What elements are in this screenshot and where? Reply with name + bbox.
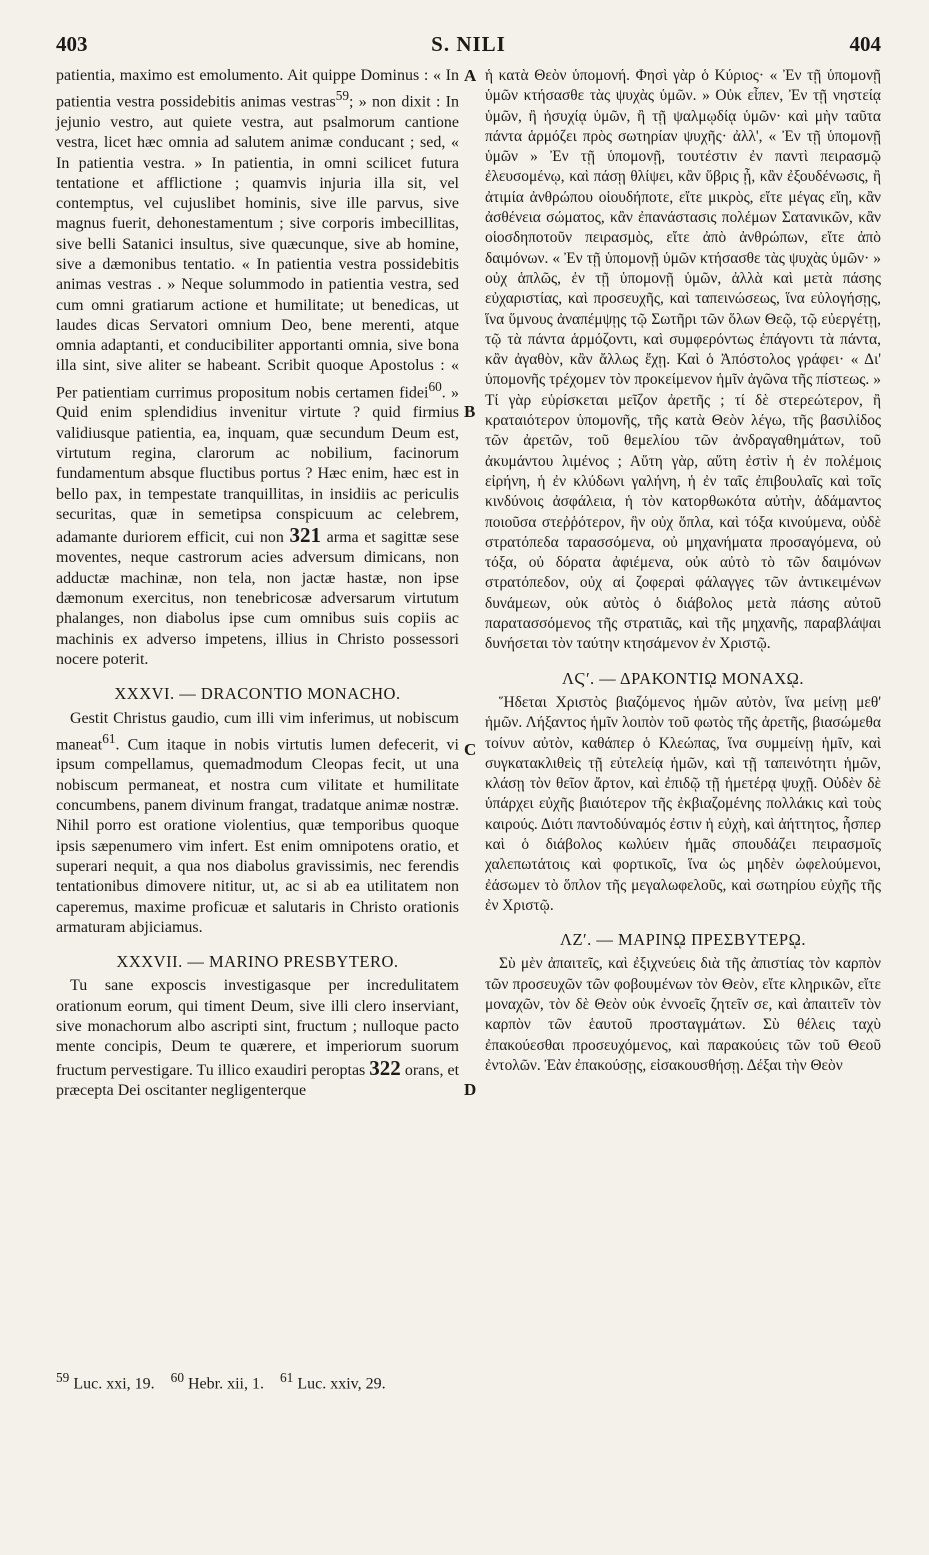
greek-paragraph-2: Ἥδεται Χριστὸς βιαζόμενος ἡμῶν αὐτὸν, ἵνα μείνῃ μεθ' ἡμῶν. Λήξαντος ἡμῖν λοιπὸν τοῦ φωτὸς τῆς ἀρετῆς, βιασώμεθα τοίνυν αὐτὸν, καθάπερ ὁ Κλεώπας, ἵνα συμμείνῃ ἡμῖν, καὶ συγκατακλιθεὶς τῇ εὐτελείᾳ ἡμῶν, καὶ τῇ ταπεινότητι ἡμῶν, κλάσῃ τὸν θεῖον ἄρτον, καὶ ἐπιδῷ τῇ ἡμετέρᾳ ψυχῇ. Οὐδὲν δὲ ὑπάρχει εὐχῆς βιαιότερον τῆς ἐκβιαζομένης πολλάκις καὶ τοὺς καιρούς. Διότι παντοδύναμός ἐστιν ἡ εὐχὴ, καὶ ἀήττητος, ἧσπερ καὶ ὁ διάβολος κωλύειν ἡμᾶς σπουδάζει πειρασμοῖς χαλεπωτάτοις καὶ φορτικοῖς, ἵνα ὡς μηδὲν ὠφελούμενοι, ἐάσωμεν τὸ ὅπλον τῆς μεγαλωφελοῦς, καὶ σωτηρίου εὐχῆς τῆς ἐν Χριστῷ. <box>485 693 881 914</box>
page-title: S. NILI <box>431 32 506 56</box>
margin-mark-d: D <box>464 1080 477 1099</box>
latin-text: arma et sagittæ sese moventes, neque castrorum acies adversum dimicans, non adductæ machinæ, non tela, non jactæ hastæ, non ipse dæmonum exercitus, non tenebricosæ adversarum virtutum phalanges, non diabolus ipse cum omnibus suis copiis ac machinis ex adverso impetens, illius in Christo possessori nocere poterit. <box>56 529 460 668</box>
margin-mark-c: C <box>464 740 477 759</box>
section-title-greek-36: ΛϚʹ. — ΔΡΑΚΟΝΤΙῼ ΜΟΝΑΧῼ. <box>561 668 805 688</box>
section-title-greek-37: ΛΖʹ. — ΜΑΡΙΝῼ ΠΡΕΣΒΥΤΕΡῼ. <box>559 930 806 950</box>
column-number: 322 <box>369 1055 401 1080</box>
latin-paragraph-3 <box>56 976 459 1101</box>
page-number-right: 404 <box>849 32 881 56</box>
latin-paragraph-1 <box>56 66 459 670</box>
footnotes <box>56 1370 836 1393</box>
footnote-ref: 59 <box>335 88 350 104</box>
latin-text: . » Quid enim splendidius invenitur virtute ? quid firmius validiusque patientia, ea, inquam, quæ secundum Deum est, virtutum regina, clarorum ac nobilium, facinorum fundamentum absque fluctibus portus ? Hæc enim, hæc est in bello pax, in tempestate tranquillitas, in insidiis ac periculis securitas, quæ in semetipsa conspicuum ac celebrem, adamante duriorem efficit, cui non <box>56 384 459 547</box>
footnote-text: Hebr. xii, 1. <box>187 1375 264 1393</box>
page-number-left: 403 <box>56 32 88 56</box>
latin-paragraph-2 <box>56 709 459 939</box>
footnote-ref: 61 <box>102 730 116 746</box>
footnote-number: 59 <box>56 1370 70 1385</box>
section-title-latin-36: XXXVI. — DRACONTIO MONACHO. <box>114 684 401 704</box>
footnote-ref: 60 <box>428 378 442 394</box>
latin-text: orans, et præcepta Dei oscitanter negligenterque <box>56 1061 460 1099</box>
latin-text: Tu sane exposcis investigasque per incredulitatem orationum eorum, qui timent Deum, sive illi clero inserviant, sive monachorum albo ascripti sint, fructum ; nulloque pacto mente concipis, Deum te quærere, et imperiorum suorum fructum pervestigare. Tu illico exaudiri peroptas <box>56 977 459 1079</box>
section-title-latin-37: XXXVII. — MARINO PRESBYTERO. <box>116 952 399 972</box>
margin-mark-a: A <box>464 66 477 85</box>
latin-text: ; » non dixit : In jejunio vestro, aut quiete vestra, aut psalmorum cantione vestra, licet hæc omnia ad salutem animæ conducant ; sed, « In patientia vestra. » In patientia, in omni scilicet futura tentatione et afflictione ; quamvis injuria illa sit, vel contemptus, vel cujuslibet hominis, sive ille parvus, sive magnus fuerit, dehonestamentum ; sive corporis imbecillitas, sive belli Satanici insultus, sive quæcunque, sive ab homine, sive a dæmonibus tentatio. « In patientia vestra possidebitis animas vestras . » Neque solummodo in patientia vestra, sed cum omni gratiarum actione et humilitate; ut benedicas, ut laudes dicas Servatori omnium Deo, bene merenti, atque omnia adaptanti, et conducibiliter apportanti omnia, sive bona illa sint, sive aliter se habeant. Scribit quoque Apostolus : « Per patientiam currimus propositum nobis certamen fidei <box>56 93 459 402</box>
footnote-number: 61 <box>279 1370 294 1385</box>
page-header <box>56 30 881 60</box>
latin-column <box>56 66 459 1101</box>
footnote-text: Luc. xxiv, 29. <box>297 1375 386 1393</box>
margin-mark-b: B <box>464 402 476 421</box>
footnote-number: 60 <box>170 1370 184 1385</box>
latin-text: Gestit Christus gaudio, cum illi vim inferimus, ut nobiscum maneat <box>56 709 459 754</box>
greek-column <box>485 66 881 1076</box>
latin-text: . Cum itaque in nobis virtutis lumen defecerit, vi ipsum compellamus, quemadmodum Cleopas fecit, ut una nobiscum permaneat, et nostra cum vilitate et humilitate concumbens, panem divinum frangat, tradatque animæ nostræ. Nihil porro est oratione violentius, quæ temporibus quoque ipsis sæpenumero vim infert. Est enim omnipotens oratio, et superari nequit, a qua nos diabolus gravissimis, nec ferendis tentationibus dimovere nititur, ut, ac si ab ea utilitatem non caperemus, maxime proficuæ et salutaris in Christo orationis armaturam abjiciamus. <box>56 736 459 936</box>
greek-paragraph-1: ἡ κατὰ Θεὸν ὑπομονή. Φησὶ γὰρ ὁ Κύριος· « Ἐν τῇ ὑπομονῇ ὑμῶν κτήσασθε τὰς ψυχὰς ὑμῶν. » Οὐκ εἶπεν, Ἐν τῇ νηστείᾳ ὑμῶν, ἢ ἡσυχίᾳ ὑμῶν, ἢ τῇ ψαλμῳδίᾳ ὑμῶν· καὶ μὴν ταῦτα πάντα ἁρμόζει πρὸς σωτηρίαν ψυχῆς· ἀλλ', « Ἐν τῇ ὑπομονῇ ὑμῶν » Ἐν τῇ ὑπομονῇ, τουτέστιν ἐν παντὶ πειρασμῷ ἐλευσομένῳ, καὶ πάσῃ θλίψει, κἂν ὕβρις ᾖ, κἂν ἐξουδένωσις, ἢ ἀτιμία ἀνθρώπου οἱουδήποτε, εἴτε μικρὸς, εἴτε μέγας εἴη, κἂν ἀσθένεια σώματος, κἂν ἐπανάστασις πολέμων Σατανικῶν, κἂν οἱοσδηποτοῦν πειρασμὸς, εἴτε ἀπὸ ἀνθρώπων, εἴτε ἀπὸ δαιμόνων. « Ἐν τῇ ὑπομονῇ ὑμῶν κτήσασθε τὰς ψυχὰς ὑμῶν· » οὐχ ἁπλῶς, ἐν τῇ ὑπομονῇ ὑμῶν, ἀλλὰ καὶ μετὰ πάσης εὐχαριστίας, καὶ προσευχῆς, καὶ ταπεινώσεως, ἵνα εὐλογήσῃς, ἵνα ὕμνους ἀναπέμψῃς τῷ Σωτῆρι τῶν ὅλων Θεῷ, τῷ εὐεργέτῃ, τῷ τὰ πάντα ἁρμόζοντι, καὶ συμφερόντως ἐπάγοντι τὰ πάντα, κἂν ἀγαθὸν, κἂν ἄλλως ἔχῃ. Καὶ ὁ Ἀπόστολος γράφει· « Δι' ὑπομονῆς τρέχομεν τὸν προκείμενον ἡμῖν ἀγῶνα τῆς πίστεως. » Τί γὰρ εὑρίσκεται μεῖζον ἀρετῆς ; τί δὲ στερεώτερον, ἢ κραταιότερον ὑπομονῆς, τῆς κατὰ Θεὸν λέγω, τῆς βασιλίδος τῶν ἀρετῶν, τοῦ θεμελίου τῶν ἀνδραγαθημάτων, τοῦ ἀκυμάντου λιμένος ; Αὕτη γὰρ, αὕτη ἐστὶν ἡ ἐν πολέμοις εἰρήνη, ἡ ἐν κλύδωνι γαλήνη, ἡ ἐν ταῖς ἐπιβουλαῖς καὶ τοῖς κινδύνοις ἀσφάλεια, ἡ τὸν κατορθωκότα αὐτὴν, ἀδάμαντος ποιοῦσα στεῤῥότερον, ἣν οὐχ ὅπλα, καὶ τόξα κινούμενα, οὐδὲ στρατόπεδα ταρασσόμενα, οὐ μηχανήματα προσαγόμενα, οὐ τόξα, οὐ δόρατα ἀφιέμενα, οὐκ αὐτὸ τὸ τῶν δαιμόνων στρατόπεδον, οὐχ αἱ ζοφεραὶ φάλαγγες τῶν ἀντικειμένων δυνάμεων, οὐκ αὐτὸς ὁ διάβολος μετὰ πάσης αὐτοῦ παρατασσόμενος τῆς στρατιᾶς, καὶ τῆς μηχανῆς, παραβλάψαι δυνήσεται τὸν ταύτην κτησάμενον ἐν Χριστῷ. <box>485 67 881 653</box>
greek-paragraph-3: Σὺ μὲν ἀπαιτεῖς, καὶ ἐξιχνεύεις διὰ τῆς ἀπιστίας τὸν καρπὸν τῶν προσευχῶν τῶν φοβουμένων τὸν Θεὸν, εἴτε κληρικῶν, εἴτε μοναχῶν, τὸν δὲ Θεὸν οὐκ ἐννοεῖς ζητεῖν σε, καὶ ἀπαιτεῖν τὸν καρπὸν τῶν ἑαυτοῦ προσταγμάτων. Σὺ θέλεις ταχὺ ἐπακούεσθαι προσευχόμενος, καὶ παρακούεις τῶν τοῦ Θεοῦ ἐντολῶν. Ἐὰν ἐπακούσῃς, εἰσακουσθήσῃ. Δέξαι τὴν Θεὸν <box>485 955 881 1074</box>
footnote-text: Luc. xxi, 19. <box>73 1375 155 1393</box>
column-number: 321 <box>289 523 322 548</box>
latin-text: patientia, maximo est emolumento. Ait quippe Dominus : « In patientia vestra possidebitis animas vestras <box>56 67 459 111</box>
